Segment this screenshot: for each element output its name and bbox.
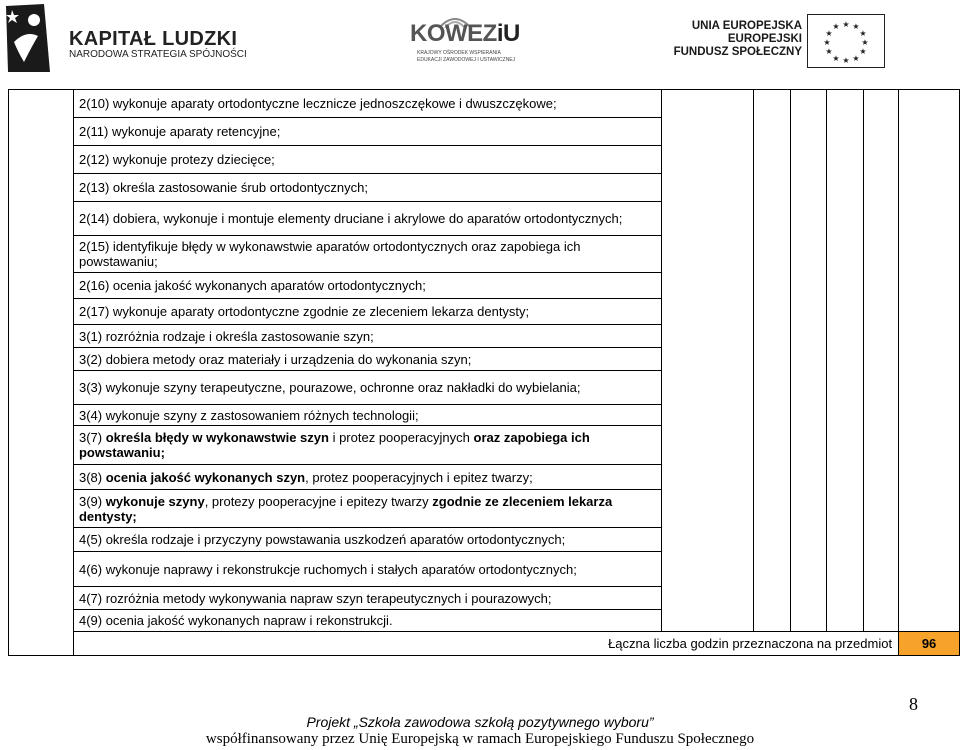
row-left-cell	[9, 528, 74, 552]
row-left-cell	[9, 118, 74, 146]
text: 3(1) rozróżnia rodzaje i określa zastosowanie szyn;	[78, 328, 374, 344]
learning-outcome-cell	[73, 90, 661, 118]
empty-cell	[864, 273, 899, 299]
empty-cell	[899, 236, 960, 273]
row-left-cell	[9, 490, 74, 528]
empty-cell	[661, 325, 753, 348]
empty-cell	[753, 552, 790, 587]
learning-outcome-cell	[73, 174, 661, 202]
empty-cell	[864, 118, 899, 146]
empty-cell	[790, 90, 826, 118]
empty-cell	[864, 426, 899, 465]
row-left-cell	[9, 465, 74, 490]
empty-cell	[826, 174, 863, 202]
empty-cell	[826, 610, 863, 632]
empty-cell	[661, 118, 753, 146]
empty-cell	[753, 426, 790, 465]
learning-outcome-cell	[73, 348, 661, 371]
empty-cell	[790, 348, 826, 371]
empty-cell	[864, 587, 899, 610]
text: 3(3) wykonuje szyny terapeutyczne, pourazowe, ochronne oraz nakładki do wybielania;	[78, 380, 581, 395]
empty-cell	[899, 405, 960, 426]
empty-cell	[790, 299, 826, 325]
learning-outcome-cell	[73, 325, 661, 348]
table-row	[9, 426, 960, 465]
empty-cell	[826, 405, 863, 426]
empty-cell	[864, 325, 899, 348]
learning-outcome-cell	[73, 528, 661, 552]
table-row	[9, 118, 960, 146]
empty-cell	[753, 490, 790, 528]
empty-cell	[826, 587, 863, 610]
text: 3(4) wykonuje szyny z zastosowaniem różnych technologii;	[78, 407, 419, 423]
empty-cell	[864, 90, 899, 118]
empty-cell	[826, 371, 863, 405]
svg-text:★: ★	[825, 29, 833, 38]
empty-cell	[790, 371, 826, 405]
empty-cell	[864, 528, 899, 552]
empty-cell	[753, 371, 790, 405]
empty-cell	[753, 118, 790, 146]
empty-cell	[661, 90, 753, 118]
kapital-ludzki-logo	[4, 2, 247, 74]
table-row	[9, 528, 960, 552]
empty-cell	[826, 490, 863, 528]
empty-cell	[899, 587, 960, 610]
empty-cell	[864, 236, 899, 273]
empty-cell	[899, 426, 960, 465]
kapital-ludzki-emblem-icon	[4, 2, 56, 74]
empty-cell	[661, 146, 753, 174]
empty-cell	[753, 202, 790, 236]
empty-cell	[661, 202, 753, 236]
empty-cell	[753, 587, 790, 610]
koweziu-line-1: KRAJOWY OŚRODEK WSPIERANIA	[417, 50, 501, 56]
learning-outcome-cell	[73, 371, 661, 405]
empty-cell	[864, 610, 899, 632]
page-header	[0, 0, 960, 80]
text: 2(16) ocenia jakość wykonanych aparatów ortodontycznych;	[78, 278, 426, 293]
empty-cell	[661, 405, 753, 426]
learning-outcome-cell	[73, 587, 661, 610]
empty-cell	[899, 371, 960, 405]
total-row	[9, 632, 960, 656]
text: 3(2) dobiera metody oraz materiały i urządzenia do wykonania szyn;	[78, 351, 472, 367]
empty-cell	[790, 528, 826, 552]
empty-cell	[864, 299, 899, 325]
row-left-cell	[9, 202, 74, 236]
learning-outcome-cell	[73, 405, 661, 426]
svg-text:★: ★	[852, 22, 860, 31]
row-left-cell	[9, 90, 74, 118]
text: 2(17) wykonuje aparaty ortodontyczne zgodnie ze zleceniem lekarza dentysty;	[78, 304, 530, 319]
table-row	[9, 587, 960, 610]
table-row	[9, 490, 960, 528]
table-body	[9, 90, 960, 656]
koweziu-logo	[405, 14, 535, 70]
svg-text:★: ★	[832, 54, 840, 63]
empty-cell	[864, 405, 899, 426]
empty-cell	[790, 490, 826, 528]
empty-cell	[864, 490, 899, 528]
empty-cell	[753, 325, 790, 348]
empty-cell	[864, 552, 899, 587]
table-row	[9, 299, 960, 325]
empty-cell	[661, 174, 753, 202]
empty-cell	[753, 299, 790, 325]
row-left-cell	[9, 174, 74, 202]
empty-cell	[661, 236, 753, 273]
empty-cell	[899, 348, 960, 371]
table-row	[9, 236, 960, 273]
empty-cell	[826, 299, 863, 325]
empty-cell	[753, 174, 790, 202]
empty-cell	[899, 146, 960, 174]
text: 2(15) identyfikuje błędy w wykonawstwie aparatów ortodontycznych oraz zapobiega ich powstawaniu;	[78, 239, 581, 269]
empty-cell	[899, 465, 960, 490]
empty-cell	[790, 118, 826, 146]
learning-outcome-cell	[73, 202, 661, 236]
empty-cell	[826, 118, 863, 146]
empty-cell	[661, 273, 753, 299]
table-row	[9, 273, 960, 299]
text: 3(8)	[78, 469, 106, 485]
table-row	[9, 348, 960, 371]
text: 4(6) wykonuje naprawy i rekonstrukcje ruchomych i stałych aparatów ortodontycznych;	[78, 561, 577, 577]
empty-cell	[826, 552, 863, 587]
empty-cell	[826, 348, 863, 371]
empty-cell	[661, 552, 753, 587]
empty-cell	[790, 426, 826, 465]
learning-outcome-cell	[73, 490, 661, 528]
row-left-cell	[9, 552, 74, 587]
text: 2(13) określa zastosowanie śrub ortodontycznych;	[78, 180, 369, 195]
empty-cell	[753, 90, 790, 118]
svg-text:★: ★	[852, 54, 860, 63]
empty-cell	[899, 299, 960, 325]
learning-outcome-cell	[73, 299, 661, 325]
row-left-cell	[9, 632, 74, 656]
row-left-cell	[9, 146, 74, 174]
empty-cell	[826, 426, 863, 465]
empty-cell	[790, 174, 826, 202]
row-left-cell	[9, 273, 74, 299]
learning-outcome-cell	[73, 236, 661, 273]
empty-cell	[790, 552, 826, 587]
empty-cell	[899, 174, 960, 202]
svg-text:★: ★	[823, 38, 831, 47]
text: i protez pooperacyjnych	[328, 430, 474, 445]
empty-cell	[661, 426, 753, 465]
empty-cell	[753, 465, 790, 490]
row-left-cell	[9, 587, 74, 610]
empty-cell	[899, 273, 960, 299]
svg-text:★: ★	[842, 20, 850, 29]
empty-cell	[661, 348, 753, 371]
empty-cell	[661, 490, 753, 528]
svg-text:★: ★	[859, 29, 867, 38]
footer-project: Projekt „Szkoła zawodowa szkołą pozytywnego wyboru”	[306, 714, 654, 730]
empty-cell	[826, 325, 863, 348]
empty-cell	[790, 202, 826, 236]
empty-cell	[864, 174, 899, 202]
table-row	[9, 146, 960, 174]
empty-cell	[753, 273, 790, 299]
ue-text: UNIA EUROPEJSKA EUROPEJSKI FUNDUSZ SPOŁECZNY	[673, 20, 802, 58]
row-left-cell	[9, 236, 74, 273]
row-left-cell	[9, 610, 74, 632]
empty-cell	[826, 273, 863, 299]
empty-cell	[899, 552, 960, 587]
empty-cell	[753, 610, 790, 632]
table-row	[9, 371, 960, 405]
svg-text:★: ★	[859, 47, 867, 56]
text: 3(9)	[78, 493, 106, 509]
bold-text: określa błędy w wykonawstwie szyn	[105, 430, 329, 445]
row-left-cell	[9, 371, 74, 405]
empty-cell	[826, 465, 863, 490]
text: 4(5) określa rodzaje i przyczyny powstawania uszkodzeń aparatów ortodontycznych;	[78, 532, 566, 547]
svg-text:★: ★	[832, 22, 840, 31]
empty-cell	[661, 299, 753, 325]
bold-text: ocenia jakość wykonanych szyn	[105, 469, 306, 485]
learning-outcome-cell	[73, 465, 661, 490]
empty-cell	[899, 528, 960, 552]
empty-cell	[826, 202, 863, 236]
empty-cell	[753, 405, 790, 426]
empty-cell	[790, 146, 826, 174]
empty-cell	[864, 202, 899, 236]
empty-cell	[661, 610, 753, 632]
empty-cell	[790, 587, 826, 610]
text: 4(7) rozróżnia metody wykonywania napraw szyn terapeutycznych i pourazowych;	[78, 590, 552, 606]
learning-outcome-cell	[73, 146, 661, 174]
text: 3(7)	[78, 430, 106, 445]
row-left-cell	[9, 405, 74, 426]
koweziu-line-2: EDUKACJI ZAWODOWEJ I USTAWICZNEJ	[417, 57, 516, 63]
svg-text:★: ★	[825, 47, 833, 56]
page-footer	[0, 690, 960, 750]
table-row	[9, 552, 960, 587]
text: 2(11) wykonuje aparaty retencyjne;	[78, 124, 281, 139]
empty-cell	[826, 90, 863, 118]
learning-outcome-cell	[73, 552, 661, 587]
learning-outcome-cell	[73, 118, 661, 146]
empty-cell	[753, 146, 790, 174]
empty-cell	[864, 348, 899, 371]
table-row	[9, 202, 960, 236]
empty-cell	[899, 325, 960, 348]
row-left-cell	[9, 348, 74, 371]
koweziu-wordmark: KOWEZiU	[410, 20, 520, 47]
empty-cell	[753, 528, 790, 552]
empty-cell	[826, 146, 863, 174]
table-row	[9, 465, 960, 490]
text: , protezy pooperacyjne i epitezy twarzy	[204, 493, 433, 509]
text: 2(12) wykonuje protezy dziecięce;	[78, 152, 275, 167]
empty-cell	[899, 610, 960, 632]
table-row	[9, 405, 960, 426]
text: , protez pooperacyjnych i epitez twarzy;	[305, 469, 533, 485]
bold-text: zgodnie ze zleceniem lekarza dentysty;	[78, 493, 613, 524]
empty-cell	[753, 348, 790, 371]
svg-text:★: ★	[861, 38, 869, 47]
kapital-ludzki-title: KAPITAŁ LUDZKI	[69, 28, 238, 50]
table-row	[9, 174, 960, 202]
table-row	[9, 610, 960, 632]
empty-cell	[864, 465, 899, 490]
empty-cell	[826, 528, 863, 552]
empty-cell	[790, 405, 826, 426]
page-number: 8	[909, 694, 918, 714]
empty-cell	[790, 465, 826, 490]
row-left-cell	[9, 426, 74, 465]
text: 2(14) dobiera, wykonuje i montuje elementy druciane i akrylowe do aparatów ortodontycznych;	[78, 211, 623, 226]
text: 2(10) wykonuje aparaty ortodontyczne lecznicze jednoszczękowe i dwuszczękowe;	[78, 96, 557, 111]
learning-outcome-cell	[73, 610, 661, 632]
empty-cell	[864, 146, 899, 174]
bold-text: wykonuje szyny	[105, 493, 205, 509]
empty-cell	[899, 118, 960, 146]
bold-text: oraz zapobiega ich powstawaniu;	[78, 430, 590, 460]
total-label: Łączna liczba godzin przeznaczona na przedmiot	[73, 632, 898, 656]
empty-cell	[899, 90, 960, 118]
empty-cell	[899, 490, 960, 528]
learning-outcomes-table	[8, 89, 960, 656]
table-row	[9, 325, 960, 348]
table-row	[9, 90, 960, 118]
empty-cell	[864, 371, 899, 405]
empty-cell	[661, 465, 753, 490]
empty-cell	[661, 587, 753, 610]
empty-cell	[753, 236, 790, 273]
svg-text:★: ★	[842, 56, 850, 65]
row-left-cell	[9, 299, 74, 325]
footer-funding: współfinansowany przez Unię Europejską w ramach Europejskiego Funduszu Społecznego	[205, 731, 755, 747]
empty-cell	[661, 371, 753, 405]
empty-cell	[790, 236, 826, 273]
empty-cell	[790, 325, 826, 348]
text: 4(9) ocenia jakość wykonanych napraw i rekonstrukcji.	[78, 613, 393, 628]
empty-cell	[826, 236, 863, 273]
empty-cell	[790, 610, 826, 632]
empty-cell	[899, 202, 960, 236]
ue-efs-logo	[672, 12, 892, 74]
empty-cell	[661, 528, 753, 552]
eu-flag-icon	[807, 14, 885, 68]
empty-cell	[790, 273, 826, 299]
learning-outcome-cell	[73, 426, 661, 465]
row-left-cell	[9, 325, 74, 348]
learning-outcome-cell	[73, 273, 661, 299]
total-value: 96	[899, 632, 960, 656]
kapital-ludzki-subtitle: NARODOWA STRATEGIA SPÓJNOŚCI	[69, 49, 247, 60]
